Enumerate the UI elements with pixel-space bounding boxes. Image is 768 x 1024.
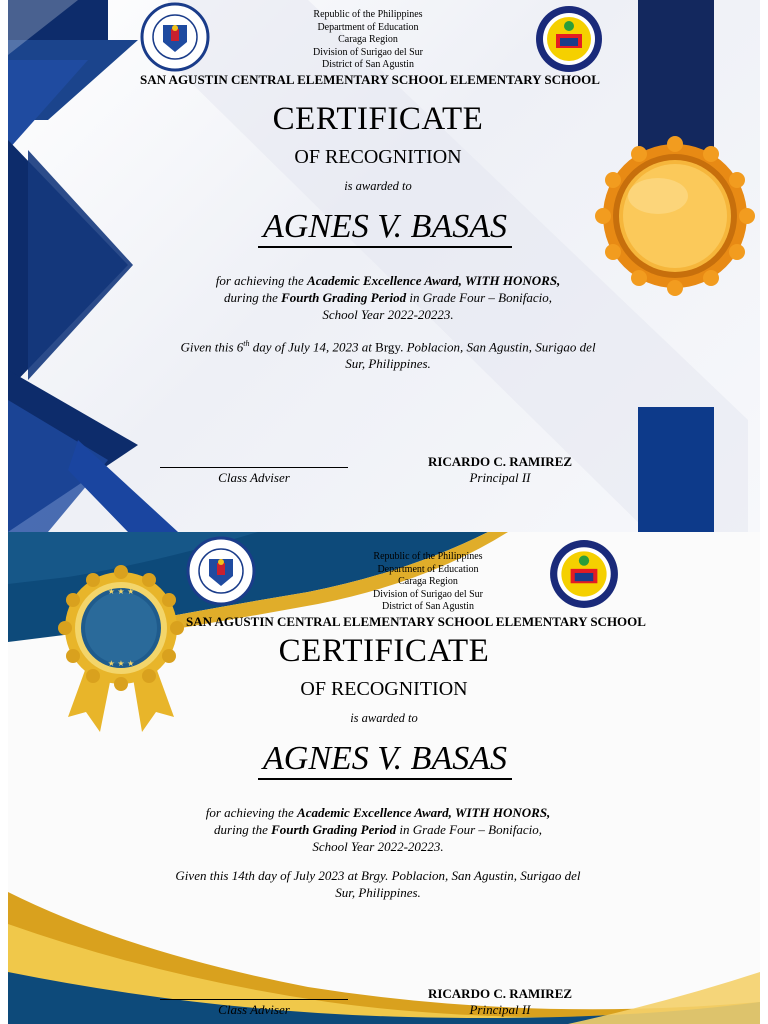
- award-description: [108, 804, 648, 855]
- header-line: Department of Education: [317, 21, 419, 33]
- deped-seal-icon: [186, 536, 256, 606]
- recipient-underline: [258, 778, 512, 780]
- header-line: District of San Agustin: [382, 601, 474, 612]
- adviser-label: Class Adviser: [218, 1002, 290, 1017]
- principal-name: RICARDO C. RAMIREZ: [427, 454, 573, 469]
- text-fragment: Given this 14th day of July 2023 at Brgy. Poblacion, San Agustin, Surigao del: [175, 868, 581, 883]
- text-fragment: th: [243, 339, 250, 348]
- adviser-signature-line: [160, 467, 348, 468]
- text-fragment: for achieving the: [205, 805, 298, 820]
- text-fragment: Poblacion, San Agustin, Surigao del: [403, 339, 596, 355]
- deped-header: [328, 551, 528, 614]
- text-fragment: Sur, Philippines.: [345, 356, 431, 372]
- certificate-subtitle: OF RECOGNITION: [300, 678, 468, 700]
- school-name: SAN AGUSTIN CENTRAL ELEMENTARY SCHOOL ELEMENTARY SCHOOL: [140, 72, 600, 87]
- school-seal-icon: [534, 4, 604, 74]
- school-year: School Year 2022-20223.: [322, 307, 454, 322]
- header-line: Caraga Region: [338, 34, 398, 45]
- recipient-underline: [258, 246, 512, 248]
- certificate-1: [8, 0, 760, 532]
- awarded-to-text: is awarded to: [350, 711, 418, 725]
- header-line: Republic of the Philippines: [313, 9, 423, 20]
- header-line: Division of Surigao del Sur: [313, 46, 423, 58]
- text-fragment: during the: [214, 822, 272, 837]
- given-date-text: [108, 867, 648, 901]
- deped-seal-icon: [140, 2, 210, 72]
- award-name: Academic Excellence Award, WITH HONORS,: [297, 805, 551, 820]
- text-fragment: Given this 6: [180, 339, 244, 355]
- text-fragment: Sur, Philippines.: [335, 885, 421, 900]
- given-date-text: [118, 335, 658, 372]
- recipient-name: AGNES V. BASAS: [263, 740, 507, 777]
- grading-period: Fourth Grading Period: [271, 822, 397, 837]
- header-line: District of San Agustin: [322, 59, 414, 70]
- header-line: Republic of the Philippines: [373, 551, 483, 562]
- svg-text:★ ★ ★: ★ ★ ★: [107, 587, 135, 596]
- text-fragment: during the: [224, 290, 282, 305]
- header-line: Department of Education: [377, 563, 479, 575]
- recipient-name: AGNES V. BASAS: [263, 208, 507, 245]
- award-name: Academic Excellence Award, WITH HONORS,: [307, 273, 561, 288]
- header-line: Division of Surigao del Sur: [373, 588, 483, 600]
- adviser-signature-line: [160, 999, 348, 1000]
- awarded-to-text: is awarded to: [344, 179, 412, 193]
- award-description: [118, 272, 658, 323]
- text-fragment: Brgy.: [375, 339, 404, 355]
- school-year: School Year 2022-20223.: [312, 839, 444, 854]
- school-seal-icon: [546, 538, 622, 610]
- header-line: Caraga Region: [398, 576, 458, 587]
- svg-text:★ ★ ★: ★ ★ ★: [107, 659, 135, 668]
- principal-name: RICARDO C. RAMIREZ: [427, 986, 573, 1001]
- adviser-label: Class Adviser: [218, 470, 290, 485]
- school-name: SAN AGUSTIN CENTRAL ELEMENTARY SCHOOL ELEMENTARY SCHOOL: [186, 614, 646, 629]
- certificate-2: [8, 532, 760, 1024]
- text-fragment: in Grade Four – Bonifacio,: [396, 822, 542, 837]
- principal-title: Principal II: [469, 1002, 531, 1017]
- grading-period: Fourth Grading Period: [281, 290, 407, 305]
- principal-title: Principal II: [469, 470, 531, 485]
- certificate-title: CERTIFICATE: [278, 633, 490, 669]
- text-fragment: in Grade Four – Bonifacio,: [406, 290, 552, 305]
- certificate-title: CERTIFICATE: [272, 101, 484, 137]
- text-fragment: day of July 14, 2023 at: [249, 339, 376, 355]
- certificate-subtitle: OF RECOGNITION: [294, 146, 462, 168]
- text-fragment: for achieving the: [215, 273, 308, 288]
- deped-header: [268, 9, 468, 72]
